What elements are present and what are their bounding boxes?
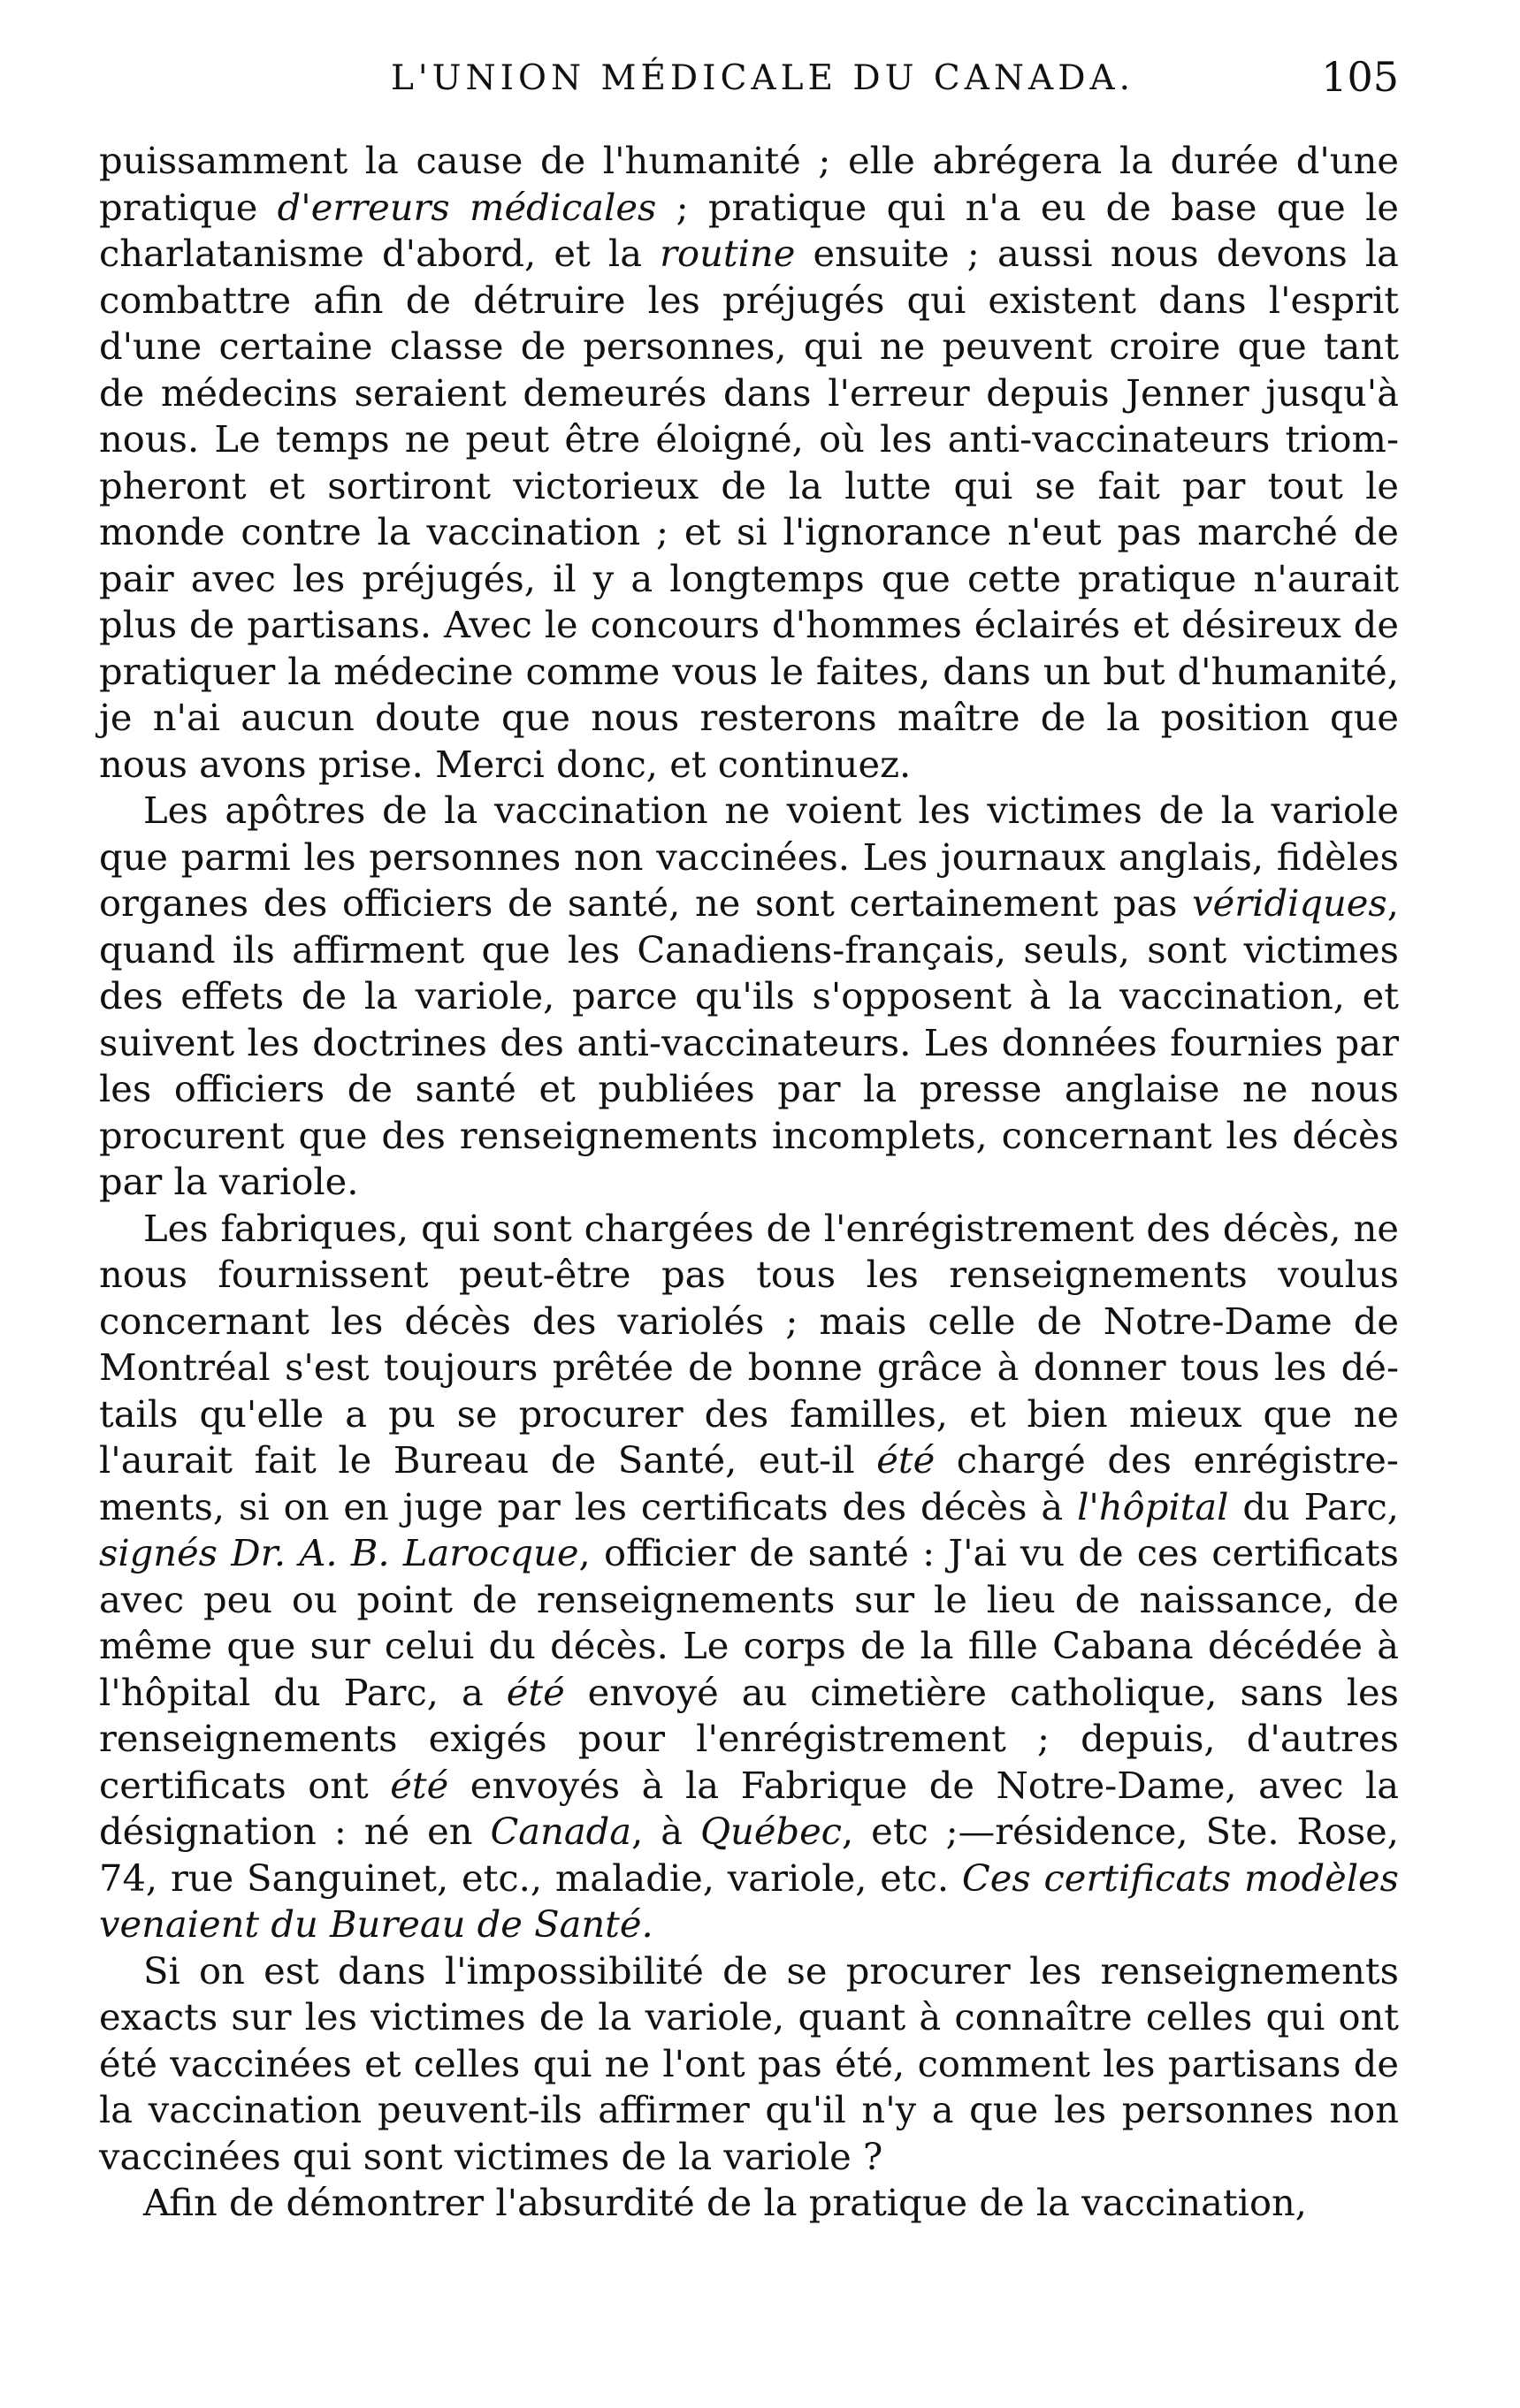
italic-text: routine bbox=[660, 232, 796, 275]
text-run: chargé des enrégistrements, si on en juge par les certificats des décès à bbox=[99, 1438, 1399, 1528]
text-run: Si on est dans l'impossibilité de se procurer les renseignements exacts sur les victimes de la variole, quant à connaître celles qui ont été vaccinées et celles qui ne l'ont pas été, comment les partisans de la vaccination peuvent-ils affirmer qu'il n'y a que les personnes non vaccinées qui sont victimes de la variole ? bbox=[99, 1948, 1399, 2178]
paragraph-3 bbox=[99, 1206, 1399, 1948]
italic-text: été bbox=[876, 1438, 936, 1482]
page-number: 105 bbox=[1321, 53, 1399, 101]
body-text bbox=[99, 138, 1399, 2227]
page-header bbox=[99, 50, 1399, 120]
text-run: Afin de démontrer l'absurdité de la pratique de la vaccination, bbox=[143, 2181, 1307, 2224]
text-run: , etc ;—résidence, Ste. Rose, 74, rue Sanguinet, etc., maladie, variole, etc. bbox=[99, 1810, 1399, 1900]
paragraph-5 bbox=[99, 2180, 1399, 2227]
italic-text: l'hôpital bbox=[1077, 1484, 1229, 1528]
italic-text: signés Dr. A. B. Larocque bbox=[99, 1531, 579, 1574]
text-run: Les fabriques, qui sont chargées de l'enrégistrement des décès, ne nous fournissent peut-être pas tous les renseignements voulus concernant les décès des variolés ; mais celle de Notre-Dame de Montréal s'est toujours prêtée de bonne grâce à donner tous les détails qu'elle a pu se procurer des familles, et bien mieux que ne l'aurait fait le Bureau de Santé, eut-il bbox=[99, 1206, 1399, 1482]
running-title: L'UNION MÉDICALE DU CANADA. bbox=[391, 58, 1135, 98]
italic-text: été bbox=[390, 1763, 449, 1807]
italic-text: d'erreurs médicales bbox=[277, 185, 657, 229]
italic-text: Ces certificats modèles venaient du Bureau de Santé. bbox=[99, 1856, 1399, 1946]
text-run: du Parc, bbox=[1228, 1484, 1399, 1528]
text-run: envoyé au cimetière catholique, sans les renseignements exigés pour l'enrégistrement ; depuis, d'autres certificats ont bbox=[99, 1670, 1399, 1807]
text-run: , à bbox=[631, 1810, 700, 1853]
italic-text: Québec bbox=[699, 1810, 842, 1853]
text-run: envoyés à la Fabrique de Notre-Dame, avec la désignation : né en bbox=[99, 1763, 1399, 1853]
text-run: ; pratique qui n'a eu de base que le charlatanisme d'abord, et la bbox=[99, 185, 1399, 275]
text-run: ensuite ; aussi nous devons la combattre afin de détruire les préjugés qui existent dans l'esprit d'une certaine classe de personnes, qui ne peuvent croire que tant de médecins seraient demeurés dans l'erreur depuis Jenner jusqu'à nous. Le temps ne peut être éloigné, où les anti-vaccinateurs triompheront et sortiront victorieux de la lutte qui se fait par tout le monde contre la vaccination ; et si l'ignorance n'eut pas marché de pair avec les préjugés, il y a longtemps que cette pratique n'aurait plus de partisans. Avec le concours d'hommes éclairés et désireux de pratiquer la médecine comme vous le faites, dans un but d'humanité, je n'ai aucun doute que nous resterons maître de la position que nous avons prise. Merci donc, et continuez. bbox=[99, 232, 1399, 786]
page-content bbox=[99, 50, 1399, 2227]
italic-text: véridiques bbox=[1192, 881, 1387, 925]
paragraph-2 bbox=[99, 788, 1399, 1206]
italic-text: Canada bbox=[490, 1810, 632, 1853]
text-run: puissamment la cause de l'humanité ; elle abrégera la durée d'une pratique bbox=[99, 139, 1399, 229]
paragraph-4 bbox=[99, 1948, 1399, 2181]
text-run: , officier de santé : J'ai vu de ces certificats avec peu ou point de renseignements sur le lieu de naissance, de même que sur celui du décès. Le corps de la fille Cabana décédée à l'hôpital du Parc, a bbox=[99, 1531, 1399, 1714]
text-run: , quand ils affirment que les Canadiens-français, seuls, sont victimes des effets de la variole, parce qu'ils s'opposent à la vaccination, et suivent les doctrines des anti-vaccinateurs. Les données fournies par les officiers de santé et publiées par la presse anglaise ne nous procurent que des renseignements incomplets, concernant les décès par la variole. bbox=[99, 881, 1399, 1203]
italic-text: été bbox=[506, 1670, 565, 1714]
paragraph-1 bbox=[99, 138, 1399, 788]
text-run: Les apôtres de la vaccination ne voient les victimes de la variole que parmi les personnes non vaccinées. Les journaux anglais, fidèles organes des officiers de santé, ne sont certainement pas bbox=[99, 789, 1399, 925]
